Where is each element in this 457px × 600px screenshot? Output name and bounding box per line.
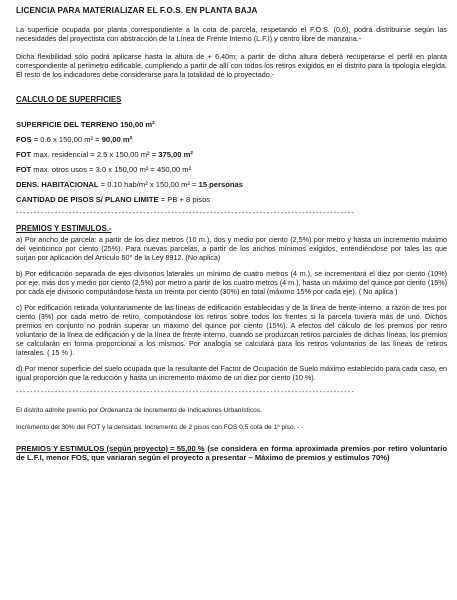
dens-label: DENS. HABITACIONAL — [16, 180, 99, 189]
fot-res-label: FOT — [16, 150, 32, 159]
superficie-terreno-text: SUPERFICIE DEL TERRENO 150,00 m² — [16, 120, 155, 129]
pisos-label: CANTIDAD DE PISOS S/ PLANO LIMITE — [16, 195, 159, 204]
fot-residencial-line — [16, 150, 447, 159]
distrito-text-1: El distrito admite premio por Ordenanza de Incremento de Indicadores Urbanísticos. — [16, 407, 262, 414]
fos-result: 90,00 m² — [101, 135, 133, 144]
document-title: LICENCIA PARA MATERIALIZAR EL F.O.S. EN PLANTA BAJA — [16, 6, 258, 15]
densidad-line — [16, 180, 447, 189]
premios-heading: PREMIOS Y ESTIMULOS.- — [16, 224, 112, 233]
premios-final-heading: PREMIOS Y ESTIMULOS (según proyecto) = 55,00 % — [16, 444, 205, 453]
premios-final — [16, 444, 447, 462]
fot-otros-line — [16, 165, 447, 174]
pisos-formula: = PB + 8 pisos — [158, 195, 211, 204]
calculo-heading: CALCULO DE SUPERFICIES — [16, 95, 122, 104]
premio-item-b: b) Por edificación separada de ejes divisorios laterales un mínimo de cuatro metros (4 m.), se incrementará el diez por ciento (10%) por eje, más dos y medio por ciento (2,5%) por metro a partir de los cuatro metros (4 m.), hasta un máximo del quince por ciento (15%) por cada eje divisorio computándose hasta un treinta por ciento (30%) en total (máximo 15% por cada eje). ( No aplica ) — [16, 269, 447, 296]
fot-res-result: 375,00 m² — [158, 150, 193, 159]
intro-paragraph-1: La superficie ocupada por planta correspondiente a la cota de parcela, respetando el F.O.S. (0,6), podrá distribuirse según las necesidades del proyectista con abstracción de la Línea de Frente Interno (L.F.I) y centro libre de manzana.- — [16, 25, 447, 43]
dens-formula: = 0.10 hab/m² x 150,00 m² = — [98, 180, 199, 189]
intro-paragraph-2: Dicha flexibilidad sólo podrá aplicarse hasta la altura de + 6,40m; a partir de dicha altura deberá recuperarse el perfil en planta correspondiente al perímetro edificable, cumpliendo a partir de allí con todos los retiros exigidos en el distrito para la tipología elegida. El resto de los indicadores debe considerarse para la totalidad de lo proyectado.- — [16, 52, 447, 79]
dashed-divider-1: ------------------------------------------------------------------------------------------------ — [16, 210, 355, 217]
premio-item-a: a) Por ancho de parcela: a partir de los diez metros (10 m.), dos y medio por ciento (2,5%) por metro y hasta un incremento máximo del veinticinco por ciento (25%). Para nuevas parcelas, a partir de los anchos mínimos exigidos, entendiéndose por tales las que surjan por aplicación del Artículo 50° de la Ley 8912. (No aplica) — [16, 235, 447, 262]
premios-final-text: (se considera en forma aproximada premios por retiro voluntario de L.F.I, menor FOS, que variaran según el proyecto a presentar – Máximo de premios y estímulos 70%) — [16, 444, 447, 462]
dashed-divider-2: ------------------------------------------------------------------------------------------------ — [16, 389, 355, 396]
premios-heading-wrap — [16, 224, 447, 233]
calculo-heading-wrap — [16, 89, 447, 107]
fos-formula: = 0.6 x 150,00 m² = — [31, 135, 102, 144]
premio-item-c: c) Por edificación retirada voluntariamente de las líneas de edificación establecidas y de la línea de frente interno, a razón de tres por ciento (3%) por cada metro de retiro, computándose los retiros sobre todos los frentes si la parcela tuviera más de uno. Dichos premios en conjunto no podrán superar un máximo del quince por ciento (15%). A efectos del cálculo de los premios por retiro voluntario de la línea de edificación y de la línea de frente interno, cuando se produzcan retiros parciales de dichas líneas, los premios se calcularán en forma proporcional a los mismos. Por analogía se calculará para los retiros voluntarios de las líneas de retiros laterales. ( 15 % ). — [16, 303, 447, 357]
dens-result: 15 personas — [198, 180, 243, 189]
fos-label: FOS — [16, 135, 32, 144]
fot-otros-label: FOT — [16, 165, 32, 174]
distrito-text-2: Incremento del 30% del FOT y la densidad. Incremento de 2 pisos con FOS 0.5 cota de 1º piso. - - — [16, 424, 304, 431]
pisos-line — [16, 195, 447, 204]
premio-item-d: d) Por menor superficie del suelo ocupada que la resultante del Factor de Ocupación de Suelo máximo establecido para cada caso, en igual proporción que la reducción y hasta un incremento máximo de un diez por ciento (10 %). — [16, 364, 447, 382]
fos-line — [16, 135, 447, 144]
fot-otros-formula: max. otros usos = 3.0 x 150,00 m² = 450,00 m² — [31, 165, 192, 174]
superficie-terreno — [16, 120, 447, 129]
fot-res-formula: max. residencial = 2.5 x 150,00 m² = — [31, 150, 159, 159]
